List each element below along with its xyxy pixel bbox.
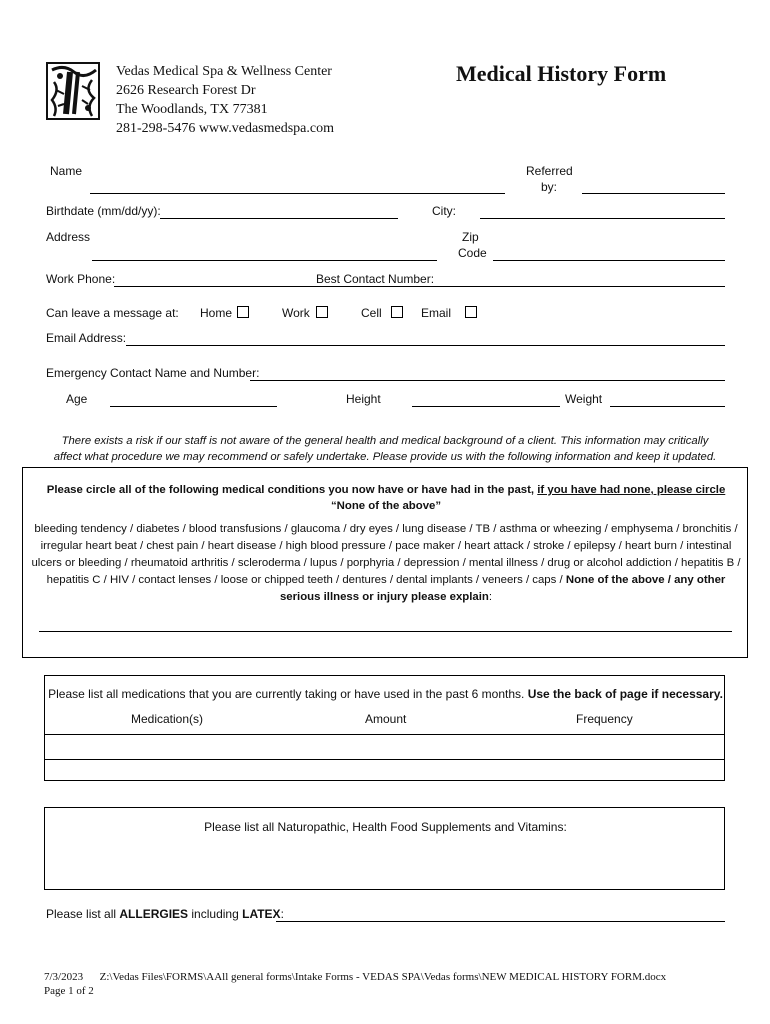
conditions-explain-colon: : bbox=[488, 591, 493, 603]
conditions-explain-label: serious illness or injury please explain bbox=[279, 591, 489, 603]
height-label: Height bbox=[346, 392, 381, 406]
work-option-label: Work bbox=[282, 306, 310, 320]
email-checkbox[interactable] bbox=[465, 306, 477, 318]
allergies-label-e: : bbox=[280, 907, 284, 921]
allergies-label-c: including bbox=[191, 907, 239, 921]
height-field[interactable] bbox=[412, 406, 560, 407]
conditions-instruction bbox=[23, 482, 749, 499]
best-contact-label: Best Contact Number: bbox=[316, 272, 435, 286]
zip-field[interactable] bbox=[493, 260, 725, 261]
conditions-line-1: bleeding tendency / diabetes / blood transfusions / glaucoma / dry eyes / lung disease / TB / asthma or wheezing / emphysema / bronchitis / bbox=[34, 523, 738, 535]
weight-field[interactable] bbox=[610, 406, 725, 407]
conditions-none-quote: “None of the above” bbox=[330, 500, 442, 512]
logo bbox=[44, 60, 102, 122]
footer bbox=[44, 970, 666, 998]
age-field[interactable] bbox=[110, 406, 277, 407]
medications-instruction-back: Use the back of page if necessary. bbox=[527, 687, 723, 701]
referred-field[interactable] bbox=[582, 193, 725, 194]
address-label: Address bbox=[46, 230, 91, 244]
city-label: City: bbox=[432, 204, 456, 218]
home-option-label: Home bbox=[200, 306, 233, 320]
conditions-list bbox=[23, 521, 749, 606]
zip-label: Zip bbox=[462, 230, 479, 244]
footer-date: 7/3/2023 bbox=[44, 971, 84, 983]
conditions-instruction-main: Please circle all of the following medical conditions you now have or have had in the past, bbox=[46, 484, 535, 496]
org-address-1: 2626 Research Forest Dr bbox=[116, 83, 256, 98]
emergency-field[interactable] bbox=[250, 380, 725, 381]
conditions-line-4 bbox=[23, 572, 749, 589]
weight-label: Weight bbox=[565, 392, 603, 406]
org-header bbox=[116, 62, 334, 138]
conditions-line-5 bbox=[23, 589, 749, 606]
home-checkbox[interactable] bbox=[237, 306, 249, 318]
referred-label-by: by: bbox=[541, 180, 558, 194]
email-address-field[interactable] bbox=[126, 345, 725, 346]
medications-instruction bbox=[45, 687, 726, 701]
work-phone-field[interactable] bbox=[114, 286, 725, 287]
allergies-field[interactable] bbox=[276, 921, 725, 922]
org-contact: 281-298-5476 www.vedasmedspa.com bbox=[116, 121, 334, 136]
name-field[interactable] bbox=[90, 193, 505, 194]
form-title: Medical History Form bbox=[456, 61, 667, 86]
cell-option-label: Cell bbox=[361, 306, 382, 320]
zip-label-code: Code bbox=[458, 246, 487, 260]
birthdate-field[interactable] bbox=[160, 218, 398, 219]
org-name: Vedas Medical Spa & Wellness Center bbox=[116, 64, 332, 79]
conditions-line-3: ulcers or bleeding / rheumatoid arthritis / scleroderma / lupus / porphyria / depression / mental illness / drug or alcohol addiction / hepatitis B / bbox=[31, 557, 741, 569]
conditions-none-option[interactable]: None of the above bbox=[565, 574, 665, 586]
notice-line-2: affect what procedure we may recommend or safely undertake. Please provide us with the following information and keep it updated. bbox=[53, 451, 717, 463]
email-option-label: Email bbox=[421, 306, 452, 320]
conditions-any-other: / any other bbox=[667, 574, 726, 586]
logo-emblem-icon bbox=[44, 60, 102, 122]
referred-label: Referred bbox=[526, 164, 573, 178]
conditions-line-2: irregular heart beat / chest pain / heart disease / high blood pressure / pace maker / heart attack / stroke / epilepsy / heart burn / intestinal bbox=[40, 540, 732, 552]
supplements-box[interactable] bbox=[44, 807, 725, 890]
city-field[interactable] bbox=[480, 218, 725, 219]
footer-line-1 bbox=[44, 970, 666, 984]
medication-row-2[interactable] bbox=[44, 759, 725, 781]
allergies-label-b: ALLERGIES bbox=[119, 907, 189, 921]
emergency-label: Emergency Contact Name and Number: bbox=[46, 366, 260, 380]
conditions-instruction-none: if you have had none, please circle bbox=[537, 484, 726, 496]
org-address-2: The Woodlands, TX 77381 bbox=[116, 102, 268, 117]
conditions-box bbox=[22, 467, 748, 658]
age-label: Age bbox=[66, 392, 88, 406]
work-checkbox[interactable] bbox=[316, 306, 328, 318]
conditions-line-4-text: hepatitis C / HIV / contact lenses / loose or chipped teeth / dentures / dental implants / veneers / caps / bbox=[46, 574, 563, 586]
cell-checkbox[interactable] bbox=[391, 306, 403, 318]
allergies-label bbox=[46, 907, 284, 921]
medication-column-header: Medication(s) bbox=[131, 712, 204, 726]
address-field[interactable] bbox=[92, 260, 437, 261]
medication-row-1[interactable] bbox=[44, 734, 725, 760]
allergies-label-a: Please list all bbox=[46, 907, 117, 921]
notice-text bbox=[30, 433, 740, 465]
allergies-label-d: LATEX bbox=[242, 907, 281, 921]
notice-line-1: There exists a risk if our staff is not aware of the general health and medical background of a client. This information may critically bbox=[61, 435, 709, 447]
amount-column-header: Amount bbox=[365, 712, 407, 726]
supplements-instruction: Please list all Naturopathic, Health Food Supplements and Vitamins: bbox=[204, 820, 567, 834]
footer-path: Z:\Vedas Files\FORMS\AAll general forms\Intake Forms - VEDAS SPA\Vedas forms\NEW MEDICAL HISTORY FORM.docx bbox=[99, 971, 667, 983]
frequency-column-header: Frequency bbox=[576, 712, 633, 726]
footer-page: Page 1 of 2 bbox=[44, 985, 94, 997]
conditions-explain-field[interactable] bbox=[39, 631, 732, 632]
email-address-label: Email Address: bbox=[46, 331, 127, 345]
name-label: Name bbox=[50, 164, 83, 178]
message-label: Can leave a message at: bbox=[46, 306, 179, 320]
birthdate-label: Birthdate (mm/dd/yy): bbox=[46, 204, 161, 218]
work-phone-label: Work Phone: bbox=[46, 272, 116, 286]
medications-instruction-main: Please list all medications that you are currently taking or have used in the past 6 months. bbox=[48, 687, 525, 701]
